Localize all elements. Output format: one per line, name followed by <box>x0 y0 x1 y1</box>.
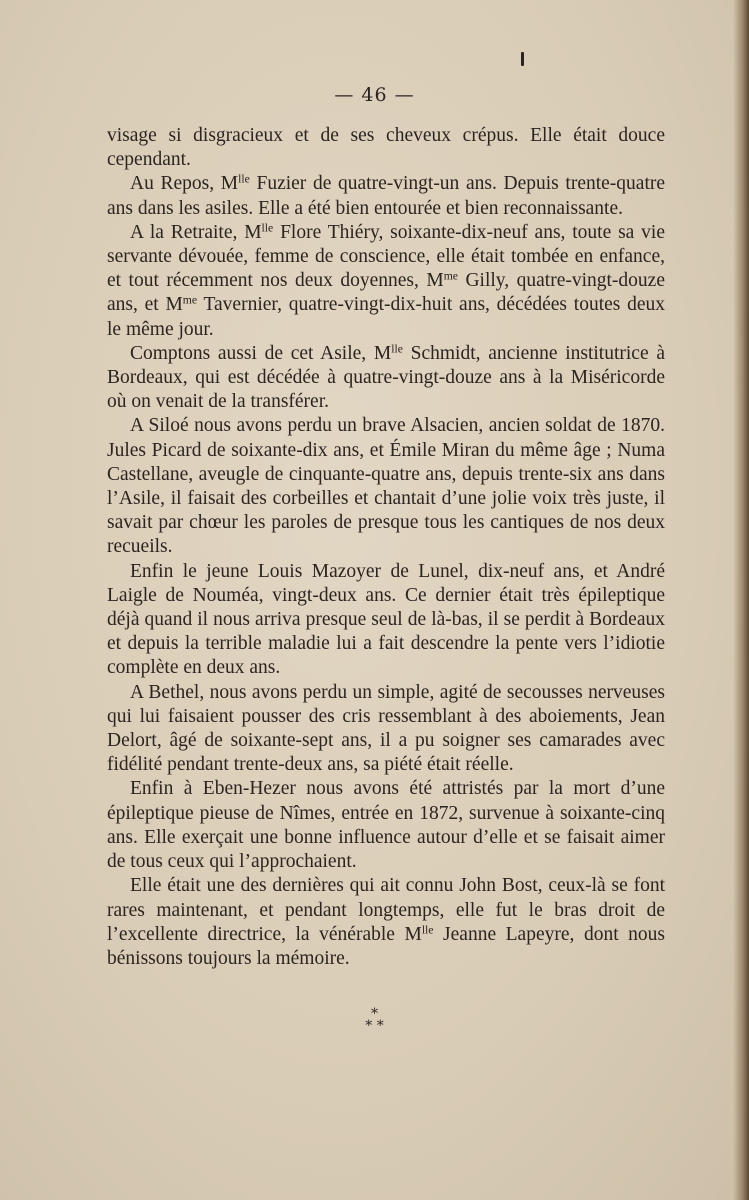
ink-mark <box>521 52 524 66</box>
text-run: Elle était une des dernières qui ait connu John Bost, ceux-là se font rares maintenant, et pendant longtemps, elle fut le bras droit de l’excellente directrice, la vénérable M <box>107 875 665 945</box>
paragraph-7 <box>107 681 665 778</box>
text-run: Gilly, quatre-vingt-douze ans, et M <box>107 270 665 316</box>
text-run: Tavernier, quatre-vingt-dix-huit ans, décédées toutes deux le même jour. <box>107 294 666 340</box>
text-run: visage si disgracieux et de ses cheveux crépus. Elle était douce cependant. <box>107 125 665 171</box>
paragraph-2 <box>107 172 665 220</box>
paragraph-4 <box>107 342 665 415</box>
text-run: Enfin le jeune Louis Mazoyer de Lunel, dix-neuf ans, et André Laigle de Nouméa, vingt-deux ans. Ce dernier était très épileptique déjà quand il nous arriva presque seul de là-bas, il se perdit à Bordeaux et depuis la terrible maladie lui a fait descendre la pente vers l’idiotie complète en deux ans. <box>107 560 665 679</box>
title-abbrev: lle <box>391 342 403 356</box>
text-run: Jeanne Lapeyre, dont nous bénissons toujours la mémoire. <box>107 923 665 969</box>
title-abbrev: me <box>182 294 198 307</box>
paragraph-6 <box>107 560 665 681</box>
text-run: Enfin à Eben-Hezer nous avons été attristés par la mort d’une épileptique pieuse de Nîmes, entrée en 1872, survenue à soixante-cinq ans. Elle exerçait une bonne influence autour d’elle et se faisait aimer de tous ceux qui l’approchaient. <box>107 778 665 873</box>
text-run: Comptons aussi de cet Asile, M <box>130 342 392 364</box>
text-run: A la Retraite, M <box>130 221 262 243</box>
text-run: Flore Thiéry, soixante-dix-neuf ans, toute sa vie servante dévouée, femme de conscience, elle était tombée en enfance, et tout récemment nos deux doyennes, M <box>107 221 665 292</box>
text-run: Fuzier de quatre-vingt-un ans. Depuis trente-quatre ans dans les asiles. Elle a été bien entourée et bien reconnaissante. <box>107 173 666 219</box>
title-abbrev: lle <box>238 172 250 186</box>
paragraph-5 <box>107 414 665 559</box>
paragraph-3 <box>107 221 665 342</box>
text-run: A Bethel, nous avons perdu un simple, agité de secousses nerveuses qui lui faisaient pousser des cris ressemblant à des aboiements, Jean Delort, âgé de soixante-sept ans, il a pu soigner ses camarades avec fidélité pendant trente-deux ans, sa piété était réelle. <box>107 681 665 776</box>
text-run: Schmidt, ancienne institutrice à Bordeaux, qui est décédée à quatre-vingt-douze ans à la Miséricorde où on venait de la transférer. <box>107 342 665 413</box>
title-abbrev: me <box>443 269 458 283</box>
paragraph-1 <box>107 124 665 172</box>
title-abbrev: lle <box>261 221 274 235</box>
body-text <box>107 124 665 971</box>
title-abbrev: lle <box>421 923 434 937</box>
paragraph-8 <box>107 777 665 874</box>
text-run: A Siloé nous avons perdu un brave Alsacien, ancien soldat de 1870. Jules Picard de soixante-dix ans, et Émile Miran du même âge ; Numa Castellane, aveugle de cinquante-quatre ans, depuis trente-six ans dans l’Asile, il faisait des corbeilles et chantait d’une jolie voix très juste, il savait par chœur les paroles de presque tous les cantiques de nos deux recueils. <box>107 415 665 558</box>
section-asterism <box>0 1008 749 1032</box>
paragraph-9 <box>107 874 665 971</box>
text-run: Au Repos, M <box>130 173 239 195</box>
asterism-bottom: * * <box>365 1018 384 1034</box>
page-number: — 46 — <box>334 84 415 106</box>
asterism-top: * <box>371 1006 378 1022</box>
